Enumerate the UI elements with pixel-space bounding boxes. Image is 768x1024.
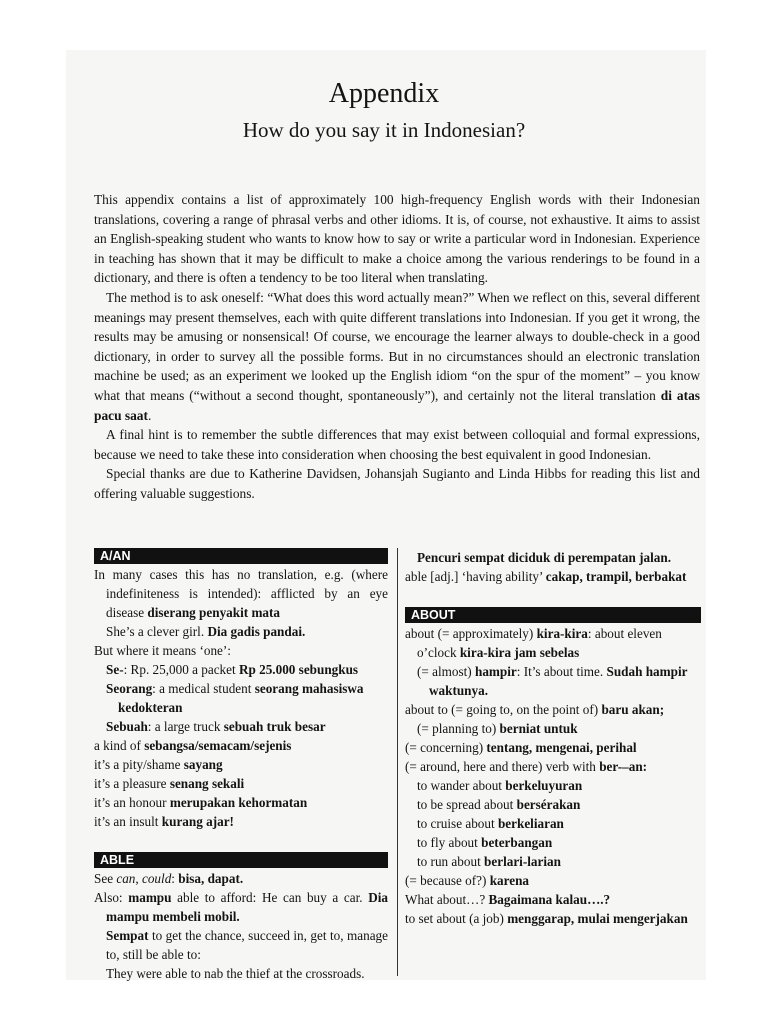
entry-translation: merupakan kehormatan <box>169 795 308 810</box>
intro-paragraph-1: This appendix contains a list of approximately 100 high-frequency English words with their Indonesian translations, covering a range of phrasal verbs and other idioms. It is, of course, not exhaustive. It aims to assist an English-speaking student who wants to know how to say or write a particular word in Indonesian. Experience in teaching has shown that it may be difficult to make a choice among the various renderings to be found in a dictionary, and there is often a tendency to be too literal when translating. <box>94 192 700 286</box>
entry-text: (= around, here and there) verb with <box>405 759 600 774</box>
entry-translation: tentang, mengenai, perihal <box>486 740 637 755</box>
entry-translation: sebangsa/semacam/sejenis <box>144 738 292 753</box>
entry-term: Seorang <box>106 681 153 696</box>
entry-text: to wander about <box>417 778 506 793</box>
intro-paragraph-3: A final hint is to remember the subtle differences that may exist between colloquial and formal expressions, because we need to take these into consideration when choosing the best equivalent in good Indonesian. <box>94 427 700 462</box>
entry-translation: diserang penyakit mata <box>147 605 281 620</box>
section-header-a-an: A/AN <box>94 548 388 564</box>
entry-line <box>94 622 388 641</box>
entry-translation: kira-kira <box>536 626 588 641</box>
entry-text: : <box>171 871 179 886</box>
entry-text: (= concerning) <box>405 740 487 755</box>
entry-translation: kira-kira jam sebelas <box>459 645 580 660</box>
entry-text: to get the chance, succeed in, get to, manage to, still be able to: <box>106 928 388 962</box>
entry-translation: berlari-larian <box>484 854 561 869</box>
entry-translation: Pencuri sempat diciduk di perempatan jalan. <box>417 550 672 565</box>
column-divider <box>397 548 398 976</box>
entry-line <box>94 679 388 717</box>
entry-translation: ber-–an: <box>599 759 648 774</box>
page-title: Appendix <box>328 78 440 109</box>
entry-translation: sebuah truk besar <box>223 719 326 734</box>
entry-line <box>405 719 701 738</box>
entry-line <box>405 852 701 871</box>
entry-text: She’s a clever girl. <box>106 624 208 639</box>
entry-translation: Rp 25.000 sebungkus <box>238 662 359 677</box>
entry-line <box>405 567 701 586</box>
entry-text: it’s a pity/shame <box>94 757 184 772</box>
entry-line <box>405 814 701 833</box>
entry-text: Also: <box>94 890 129 905</box>
entry-line <box>94 660 388 679</box>
entry-translation: Bagaimana kalau….? <box>488 892 611 907</box>
entry-translation: Dia mampu membeli mobil. <box>106 890 388 924</box>
entry-text: it’s an honour <box>94 795 170 810</box>
entry-line <box>94 736 388 755</box>
entry-text: What about…? <box>405 892 489 907</box>
section-header-able: ABLE <box>94 852 388 868</box>
entry-translation: bersérakan <box>516 797 581 812</box>
entry-text: : Rp. 25,000 a packet <box>123 662 239 677</box>
entry-text: it’s a pleasure <box>94 776 170 791</box>
entry-translation: seorang mahasiswa kedokteran <box>118 681 364 715</box>
entry-translation: berniat untuk <box>499 721 578 736</box>
right-column <box>405 548 701 928</box>
entry-line <box>94 717 388 736</box>
entry-translation: hampir <box>474 664 517 679</box>
entry-translation: menggarap, mulai mengerjakan <box>507 911 688 926</box>
intro-paragraph-4: Special thanks are due to Katherine Davidsen, Johansjah Sugianto and Linda Hibbs for reading this list and offering valuable suggestions. <box>94 466 700 501</box>
entry-text: : It’s about time. <box>516 664 607 679</box>
entry-text: In many cases this has no translation, e.g. (where indefiniteness is intended): afflicted by an eye disease <box>94 567 388 620</box>
intro-paragraph-2 <box>94 288 700 425</box>
entry-text: about (= approximately) <box>405 626 537 641</box>
page-subtitle: How do you say it in Indonesian? <box>242 118 526 142</box>
entry-text: (= because of?) <box>405 873 490 888</box>
entry-line <box>94 926 388 964</box>
entry-text: to run about <box>417 854 485 869</box>
entry-translation: beterbangan <box>481 835 553 850</box>
entry-text: (= almost) <box>417 664 475 679</box>
entry-text: See <box>94 871 117 886</box>
entry-line <box>405 662 701 700</box>
entry-text: (= planning to) <box>417 721 500 736</box>
entry-text: : about eleven o’clock <box>417 626 662 660</box>
section-gap <box>94 831 388 852</box>
entry-translation: senang sekali <box>169 776 245 791</box>
entry-text: a kind of <box>94 738 145 753</box>
entry-text: : a large truck <box>147 719 224 734</box>
entry-line <box>405 757 701 776</box>
entry-line <box>94 812 388 831</box>
section-header-about: ABOUT <box>405 607 701 623</box>
entry-italic: could <box>141 871 172 886</box>
entry-text: , <box>135 871 142 886</box>
entry-text: : a medical student <box>152 681 255 696</box>
section-gap <box>405 586 701 607</box>
entry-translation: berkeluyuran <box>505 778 583 793</box>
entry-text: to cruise about <box>417 816 498 831</box>
entry-line <box>94 565 388 622</box>
entry-line <box>405 795 701 814</box>
entry-text: to be spread about <box>417 797 517 812</box>
intro-p2-bold: di atas pacu saat <box>94 387 700 423</box>
entry-translation: Sudah hampir waktunya. <box>429 664 688 698</box>
entry-line <box>94 755 388 774</box>
entry-line <box>94 869 388 888</box>
entry-translation: berkeliaran <box>497 816 564 831</box>
entry-line: But where it means ‘one’: <box>94 643 231 658</box>
entry-line <box>405 624 701 662</box>
entry-term: Sempat <box>106 928 149 943</box>
entry-translation: mampu <box>128 890 172 905</box>
entry-line <box>405 700 701 719</box>
entry-line <box>405 833 701 852</box>
entry-text: able [adj.] ‘having ability’ <box>405 569 546 584</box>
entry-text: about to (= going to, on the point of) <box>405 702 602 717</box>
entry-text: it’s an insult <box>94 814 162 829</box>
entry-line <box>405 738 701 757</box>
entry-translation: karena <box>489 873 530 888</box>
entry-text: to fly about <box>417 835 482 850</box>
intro-p2-end: . <box>147 407 152 423</box>
entry-term: Sebuah <box>106 719 148 734</box>
entry-text: to set about (a job) <box>405 911 508 926</box>
entry-line <box>405 909 701 928</box>
entry-line <box>94 793 388 812</box>
entry-line <box>94 774 388 793</box>
entry-italic: can <box>116 871 136 886</box>
entry-translation: kurang ajar! <box>161 814 234 829</box>
entry-term: Se- <box>106 662 124 677</box>
entry-translation: sayang <box>183 757 223 772</box>
entry-line <box>405 776 701 795</box>
entry-translation: baru akan; <box>601 702 665 717</box>
entry-line <box>405 890 701 909</box>
intro-p2-text: The method is to ask oneself: “What does this word actually mean?” When we reflect on this, several different meanings may present themselves, each with quite different translations into Indonesian. If you get it wrong, the results may be amusing or nonsensical! Of course, we encourage the learner always to double-check in a good dictionary, in order to survey all the possible forms. But in no circumstances should an electronic translation machine be used; as an experiment we looked up the English idiom “on the spur of the moment” – you know what that means (“without a second thought, spontaneously”), and certainly not the literal translation <box>94 289 700 403</box>
entry-translation: bisa, dapat. <box>178 871 244 886</box>
entry-translation: cakap, trampil, berbakat <box>545 569 687 584</box>
entry-translation: Dia gadis pandai. <box>207 624 306 639</box>
left-column <box>94 548 388 983</box>
entry-line <box>405 548 701 567</box>
entry-line <box>94 888 388 926</box>
entry-line <box>405 871 701 890</box>
entry-line: They were able to nab the thief at the crossroads. <box>106 966 365 981</box>
entry-text: able to afford: He can buy a car. <box>171 890 369 905</box>
intro-section <box>94 190 700 504</box>
